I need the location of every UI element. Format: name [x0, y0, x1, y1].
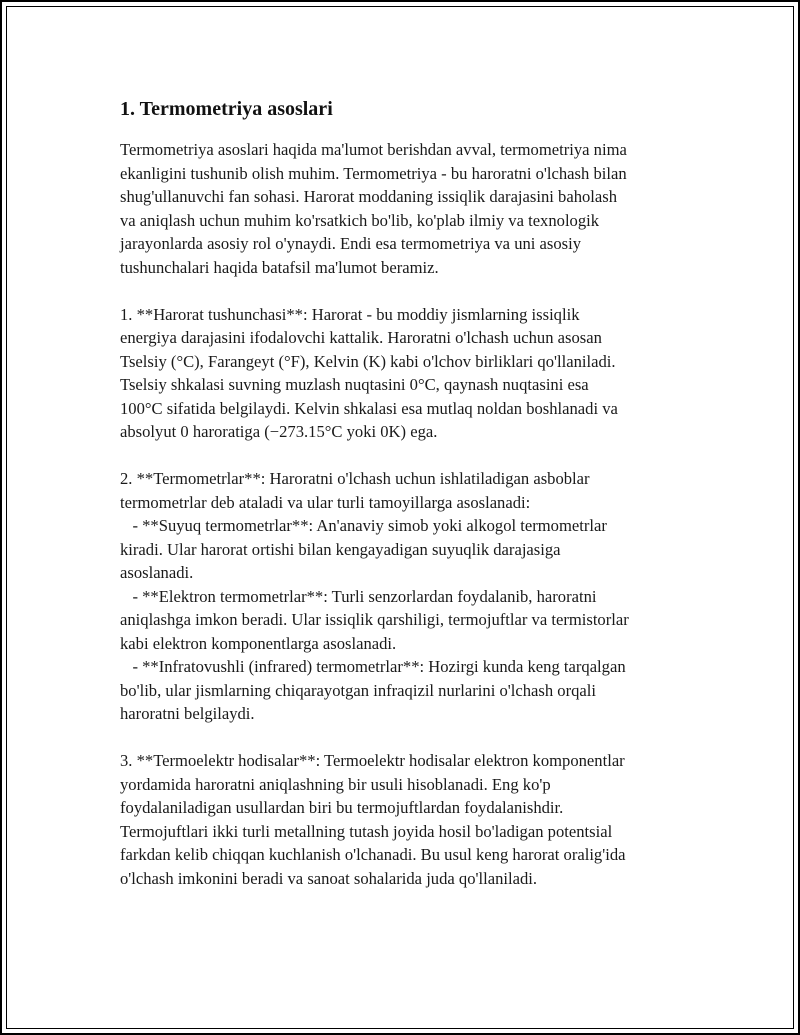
intro-line: va aniqlash uchun muhim ko'rsatkich bo'lib, ko'plab ilmiy va texnologik	[120, 210, 600, 230]
section-termometrlar	[120, 467, 690, 726]
section-harorat-tushunchasi	[120, 303, 690, 444]
intro-line: Termometriya asoslari haqida ma'lumot berishdan avval, termometriya nima	[120, 140, 627, 159]
section3-line: Termojuftlari ikki turli metallning tutash joyida hosil bo'ladigan potentsial	[120, 821, 613, 841]
intro-line: jarayonlarda asosiy rol o'ynaydi. Endi esa termometriya va uni asosiy	[120, 234, 582, 253]
section2-line: aniqlashga imkon beradi. Ular issiqlik qarshiligi, termojuftlar va termistorlar	[120, 610, 629, 629]
section1-line: Tselsiy shkalasi suvning muzlash nuqtasini 0°C, qaynash nuqtasini esa	[120, 375, 589, 394]
paragraph-gap	[120, 726, 690, 750]
section2-line: 2. **Termometrlar**: Haroratni o'lchash uchun ishlatiladigan asboblar	[120, 469, 590, 488]
section2-line: - **Suyuq termometrlar**: An'anaviy simob yoki alkogol termometrlar	[120, 516, 607, 535]
section1-line: 100°C sifatida belgilaydi. Kelvin shkalasi esa mutlaq noldan boshlanadi va	[120, 398, 618, 418]
section2-line: kiradi. Ular harorat ortishi bilan kengayadigan suyuqlik darajasiga	[120, 539, 561, 559]
intro-line: ekanligini tushunib olish muhim. Termometriya - bu haroratni o'lchash bilan	[120, 163, 627, 183]
section3-line: foydalaniladigan usullardan biri bu termojuftlardan foydalanishdir.	[120, 798, 564, 817]
section2-line: bo'lib, ular jismlarning chiqarayotgan infraqizil nurlarini o'lchash orqali	[120, 680, 597, 700]
section3-line: 3. **Termoelektr hodisalar**: Termoelektr hodisalar elektron komponentlar	[120, 751, 625, 770]
section1-line: Tselsiy (°C), Farangeyt (°F), Kelvin (K) kabi o'lchov birliklari qo'llaniladi.	[120, 351, 616, 371]
section2-line: - **Infratovushli (infrared) termometrlar**: Hozirgi kunda keng tarqalgan	[120, 657, 626, 676]
intro-line: tushunchalari haqida batafsil ma'lumot beramiz.	[120, 257, 439, 277]
section1-line: absolyut 0 haroratiga (−273.15°C yoki 0K) ega.	[120, 422, 438, 441]
section2-line: - **Elektron termometrlar**: Turli senzorlardan foydalanib, haroratni	[120, 586, 597, 606]
section3-line: yordamida haroratni aniqlashning bir usuli hisoblanadi. Eng ko'p	[120, 774, 551, 794]
intro-paragraph	[120, 138, 690, 279]
section3-line: farkdan kelib chiqqan kuchlanish o'lchanadi. Bu usul keng harorat oralig'ida	[120, 845, 626, 864]
page-title: 1. Termometriya asoslari	[120, 98, 333, 120]
intro-line: shug'ullanuvchi fan sohasi. Harorat moddaning issiqlik darajasini baholash	[120, 187, 618, 206]
paragraph-gap	[120, 444, 690, 468]
section1-line: 1. **Harorat tushunchasi**: Harorat - bu moddiy jismlarning issiqlik	[120, 304, 580, 324]
section2-line: haroratni belgilaydi.	[120, 704, 255, 723]
section3-line: o'lchash imkonini beradi va sanoat sohalarida juda qo'llaniladi.	[120, 868, 538, 888]
paragraph-gap	[120, 279, 690, 303]
section-termoelektr-hodisalar	[120, 749, 690, 890]
document-content	[120, 96, 690, 890]
section2-line: termometrlar deb ataladi va ular turli tamoyillarga asoslanadi:	[120, 492, 531, 512]
section2-line: asoslanadi.	[120, 563, 194, 582]
section2-line: kabi elektron komponentlarga asoslanadi.	[120, 633, 397, 653]
section1-line: energiya darajasini ifodalovchi kattalik. Haroratni o'lchash uchun asosan	[120, 328, 602, 347]
